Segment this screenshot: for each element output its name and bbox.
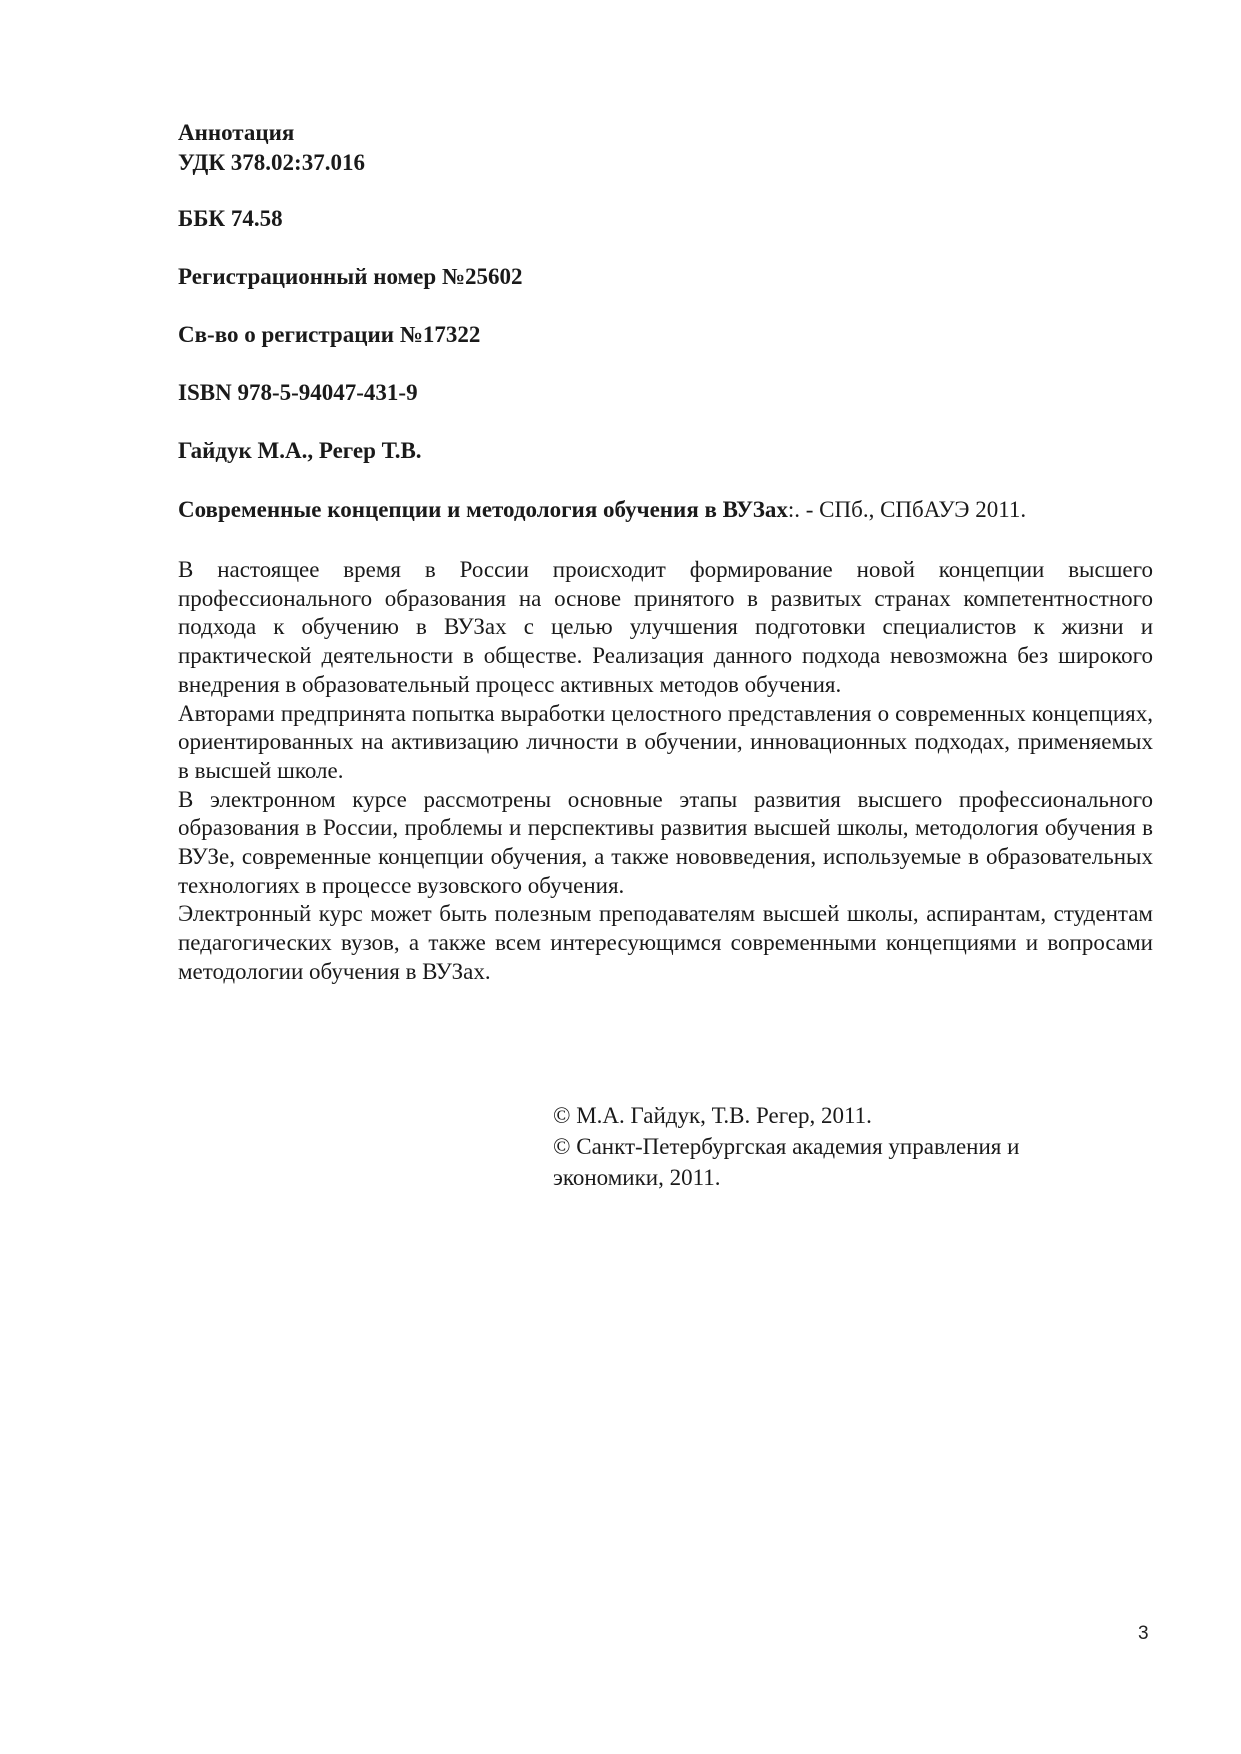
- abstract-paragraph: В электронном курсе рассмотрены основные этапы развития высшего профессионального образования в России, проблемы и перспективы развития высшей школы, методология обучения в ВУЗе, современные концепции обучения, а также нововведения, используемые в образовательных технологиях в процессе вузовского обучения.: [178, 786, 1153, 898]
- registration-number: Регистрационный номер №25602: [178, 264, 523, 289]
- udk-code: УДК 378.02:37.016: [178, 150, 365, 175]
- publication-title-main: Современные концепции и методология обучения в ВУЗах: [178, 497, 788, 522]
- annotation-heading: Аннотация: [178, 120, 295, 145]
- authors: Гайдук М.А., Регер Т.В.: [178, 438, 422, 463]
- registration-certificate: Св-во о регистрации №17322: [178, 322, 481, 347]
- copyright-academy: © Санкт-Петербургская академия управления и экономики, 2011.: [553, 1134, 1020, 1190]
- bbk-code: ББК 74.58: [178, 206, 283, 231]
- abstract-paragraph: Авторами предпринята попытка выработки целостного представления о современных концепциях, ориентированных на активизацию личности в обучении, инновационных подходах, применяемых в высшей школе.: [178, 700, 1153, 783]
- abstract-paragraph: Электронный курс может быть полезным преподавателям высшей школы, аспирантам, студентам педагогических вузов, а также всем интересующимся современными концепциями и вопросами методологии обучения в ВУЗах.: [178, 901, 1153, 984]
- publication-title-imprint: :. - СПб., СПбАУЭ 2011.: [787, 497, 1027, 522]
- publication-title: [178, 495, 1153, 525]
- abstract-paragraph: В настоящее время в России происходит формирование новой концепции высшего профессионального образования на основе принятого в развитых странах компетентностного подхода к обучению в ВУЗах с целью улучшения подготовки специалистов к жизни и практической деятельности в обществе. Реализация данного подхода невозможна без широкого внедрения в образовательный процесс активных методов обучения.: [178, 557, 1153, 697]
- copyright-block: [553, 1100, 1113, 1193]
- copyright-authors: © М.А. Гайдук, Т.В. Регер, 2011.: [553, 1103, 872, 1128]
- page-number: 3: [1138, 1623, 1149, 1644]
- abstract: [178, 556, 1153, 987]
- isbn: ISBN 978-5-94047-431-9: [178, 380, 418, 405]
- document-content: [178, 118, 1153, 987]
